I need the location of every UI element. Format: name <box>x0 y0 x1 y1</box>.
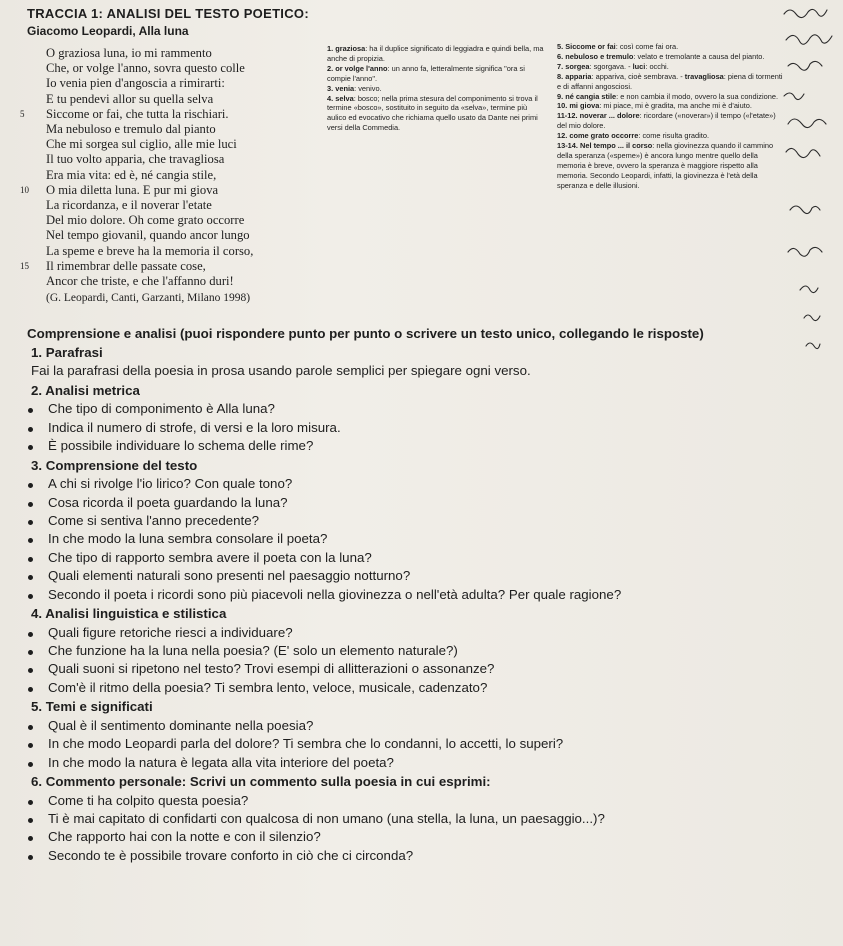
poem-line <box>14 152 314 167</box>
glossary-note <box>557 92 778 101</box>
verse-text: Del mio dolore. Oh come grato occorre <box>46 213 245 228</box>
glossary-term: 13-14. Nel tempo ... il corso <box>557 141 653 151</box>
question-item: Indica il numero di strofe, di versi e la loro misura. <box>48 419 341 435</box>
bullet-icon <box>28 818 33 823</box>
glossary-definition: : appariva, cioè sembrava. - <box>591 71 685 81</box>
glossary-definition: : bosco; nella prima stesura del componimento si trova il termine «bosco», sostituito in seguito da «selva», termine più aulico ed evocativo che richiama quello usato da Dante nei primi versi della Commedia. <box>327 93 538 133</box>
question-item: Che tipo di componimento è Alla luna? <box>48 401 275 417</box>
tasks-intro: Comprensione e analisi (puoi rispondere punto per punto o scrivere un testo unico, collegando le risposte) <box>27 326 704 341</box>
glossary-term: 11-12. noverar ... dolore <box>557 111 640 121</box>
glossary-note <box>633 62 669 71</box>
bullet-icon <box>28 668 33 673</box>
verse-text: Era mia vita: ed è, né cangia stile, <box>46 167 217 182</box>
poem-line <box>14 46 314 61</box>
glossary-term: 7. sorgea <box>557 61 590 71</box>
glossary-term: 5. Siccome or fai <box>557 42 616 51</box>
question-item: Quali suoni si ripetono nel testo? Trovi esempi di allitterazioni o assonanze? <box>48 661 495 677</box>
bullet-icon <box>28 687 33 692</box>
section-title: 2. Analisi metrica <box>31 383 140 398</box>
bullet-icon <box>28 557 33 562</box>
question-item: Che funzione ha la luna nella poesia? (E' solo un elemento naturale?) <box>48 643 458 658</box>
question-item: Che tipo di rapporto sembra avere il poeta con la luna? <box>48 549 372 565</box>
question-item: Com'è il ritmo della poesia? Ti sembra lento, veloce, musicale, cadenzato? <box>48 679 488 695</box>
glossary-definition: : nella giovinezza quando il cammino della speranza («speme») è ancora lungo mentre quello della memoria è breve, ovvero la speranza è maggiore rispetto alla memoria. Secondo Leopardi, infatti, la giovinezza è l'età della speranza e delle illusioni. <box>557 141 774 190</box>
glossary-note <box>557 131 709 140</box>
bullet-icon <box>28 445 33 450</box>
poem-line <box>14 61 314 76</box>
question-item: Secondo te è possibile trovare conforto in ciò che ci circonda? <box>48 847 414 863</box>
verse-text: Ma nebuloso e tremulo dal pianto <box>46 122 216 137</box>
glossary-note <box>327 64 525 83</box>
poem-line <box>14 259 314 274</box>
section-title: 5. Temi e significati <box>31 699 153 715</box>
verse-text: O mia diletta luna. E pur mi giova <box>46 182 219 197</box>
glossary-notes-left <box>327 44 545 133</box>
verse-text: Nel tempo giovanil, quando ancor lungo <box>46 228 250 243</box>
question-item: Che rapporto hai con la notte e con il silenzio? <box>48 829 321 845</box>
question-item: Fai la parafrasi della poesia in prosa usando parole semplici per spiegare ogni verso. <box>31 363 531 379</box>
poem-source: (G. Leopardi, Canti, Garzanti, Milano 1998) <box>46 292 251 305</box>
glossary-note <box>557 62 633 71</box>
verse-text: Il tuo volto apparia, che travagliosa <box>46 152 225 167</box>
question-item: Come si sentiva l'anno precedente? <box>48 513 259 528</box>
glossary-term: 10. mi giova <box>557 101 600 111</box>
poem-line <box>14 137 314 152</box>
poem-line <box>14 244 314 259</box>
bullet-icon <box>28 855 33 860</box>
glossary-definition: : un anno fa, letteralmente significa "ora si compie l'anno". <box>327 63 525 83</box>
glossary-definition: : così come fai ora. <box>615 42 679 51</box>
question-item: In che modo la natura è legata alla vita interiore del poeta? <box>48 754 394 770</box>
bullet-icon <box>28 836 33 841</box>
bullet-icon <box>28 762 33 767</box>
bullet-icon <box>28 538 33 543</box>
bullet-icon <box>28 483 33 488</box>
glossary-term: 1. graziosa <box>327 44 366 53</box>
glossary-note <box>327 84 382 93</box>
bullet-icon <box>28 594 33 599</box>
header <box>27 6 627 38</box>
glossary-note <box>327 94 538 133</box>
bullet-icon <box>28 520 33 525</box>
verse-number: 10 <box>20 184 29 195</box>
question-item: In che modo la luna sembra consolare il poeta? <box>48 531 328 547</box>
verse-number: 15 <box>20 260 29 271</box>
poem-line <box>14 107 314 122</box>
verse-number: 5 <box>20 108 25 119</box>
glossary-term: 3. venia <box>327 83 355 93</box>
poem-line <box>14 168 314 183</box>
glossary-term: 8. apparia <box>557 71 592 81</box>
question-item: Ti è mai capitato di confidarti con qualcosa di non umano (una stella, la luna, un paesaggio...)? <box>48 811 605 826</box>
section-title: 4. Analisi linguistica e stilistica <box>31 606 227 622</box>
glossary-definition: : e non cambia il modo, ovvero la sua condizione. <box>616 91 779 101</box>
verse-text: Che mi sorgea sul ciglio, alle mie luci <box>46 137 237 152</box>
question-item: A chi si rivolge l'io lirico? Con quale tono? <box>48 476 293 492</box>
bullet-icon <box>28 408 33 413</box>
glossary-definition: : mi piace, mi è gradita, ma anche mi è d'aiuto. <box>599 101 752 111</box>
poem-subtitle: Giacomo Leopardi, Alla luna <box>27 24 189 38</box>
bullet-icon <box>28 650 33 655</box>
poem-line <box>14 122 314 137</box>
glossary-definition: : venivo. <box>354 83 382 93</box>
verse-text: E tu pendevi allor su quella selva <box>46 91 214 106</box>
glossary-definition: : ricordare («noverar») il tempo («l'etate») del mio dolore. <box>557 111 776 131</box>
verse-text: Che, or volge l'anno, sovra questo colle <box>46 61 245 76</box>
glossary-term: 9. né cangia stile <box>557 91 617 101</box>
bullet-icon <box>28 632 33 637</box>
bullet-icon <box>28 427 33 432</box>
verse-text: La ricordanza, e il noverar l'etate <box>46 198 212 213</box>
glossary-definition: : sgorgava. - <box>589 61 633 71</box>
verse-text: Io venia pien d'angoscia a rimirarti: <box>46 76 225 91</box>
verse-text: O graziosa luna, io mi rammento <box>46 46 212 60</box>
glossary-term: travagliosa <box>684 71 724 81</box>
glossary-note <box>557 42 678 51</box>
question-item: È possibile individuare lo schema delle rime? <box>48 438 314 454</box>
poem-line <box>14 198 314 213</box>
verse-text: Il rimembrar delle passate cose, <box>46 258 206 273</box>
question-item: Quali elementi naturali sono presenti nel paesaggio notturno? <box>48 568 411 584</box>
glossary-note <box>557 101 752 110</box>
poem-line <box>14 92 314 107</box>
poem-line <box>14 274 314 289</box>
glossary-note <box>327 44 544 63</box>
section-title: 3. Comprensione del testo <box>31 457 198 473</box>
glossary-definition: : occhi. <box>645 61 669 71</box>
glossary-notes-right <box>557 42 785 191</box>
glossary-note <box>557 52 764 61</box>
glossary-definition: : ha il duplice significato di leggiadra e quindi bella, ma anche di propizia. <box>327 44 544 63</box>
poem-line <box>14 228 314 243</box>
question-item: Come ti ha colpito questa poesia? <box>48 792 249 808</box>
verse-text: Ancor che triste, e che l'affanno duri! <box>46 274 234 289</box>
question-item: Quali figure retoriche riesci a individuare? <box>48 624 293 640</box>
question-item: Qual è il sentimento dominante nella poesia? <box>48 717 314 733</box>
glossary-term: luci <box>632 61 646 71</box>
glossary-note <box>557 141 773 190</box>
bullet-icon <box>28 725 33 730</box>
glossary-definition: : velato e tremolante a causa del pianto. <box>633 51 765 61</box>
handwritten-scribble-marks <box>780 0 843 360</box>
glossary-term: 2. or volge l'anno <box>327 63 388 73</box>
question-item: Cosa ricorda il poeta guardando la luna? <box>48 494 288 510</box>
section-title: 6. Commento personale: Scrivi un commento sulla poesia in cui esprimi: <box>31 774 491 790</box>
glossary-definition: : come risulta gradito. <box>638 131 709 141</box>
poem-line <box>14 213 314 228</box>
glossary-note <box>557 72 685 81</box>
poem-line <box>14 183 314 198</box>
verse-text: La speme e breve ha la memoria il corso, <box>46 243 254 258</box>
glossary-term: 6. nebuloso e tremulo <box>557 51 634 61</box>
bullet-icon <box>28 575 33 580</box>
glossary-term: 4. selva <box>327 93 354 103</box>
bullet-icon <box>28 800 33 805</box>
glossary-term: 12. come grato occorre <box>557 131 639 141</box>
glossary-definition: : piena di tormenti e di affanni angosciosi. <box>557 71 783 91</box>
section-title: 1. Parafrasi <box>31 345 103 360</box>
question-item: Secondo il poeta i ricordi sono più piacevoli nella giovinezza o nell'età adulta? Per quale ragione? <box>48 586 622 602</box>
bullet-icon <box>28 502 33 507</box>
verse-text: Siccome or fai, che tutta la rischiari. <box>46 106 229 121</box>
poem-text <box>14 46 314 306</box>
poem-line <box>14 76 314 91</box>
bullet-icon <box>28 743 33 748</box>
question-item: In che modo Leopardi parla del dolore? Ti sembra che lo condanni, lo accetti, lo superi? <box>48 736 564 752</box>
glossary-note <box>557 111 776 130</box>
page-title: TRACCIA 1: ANALISI DEL TESTO POETICO: <box>27 6 309 21</box>
